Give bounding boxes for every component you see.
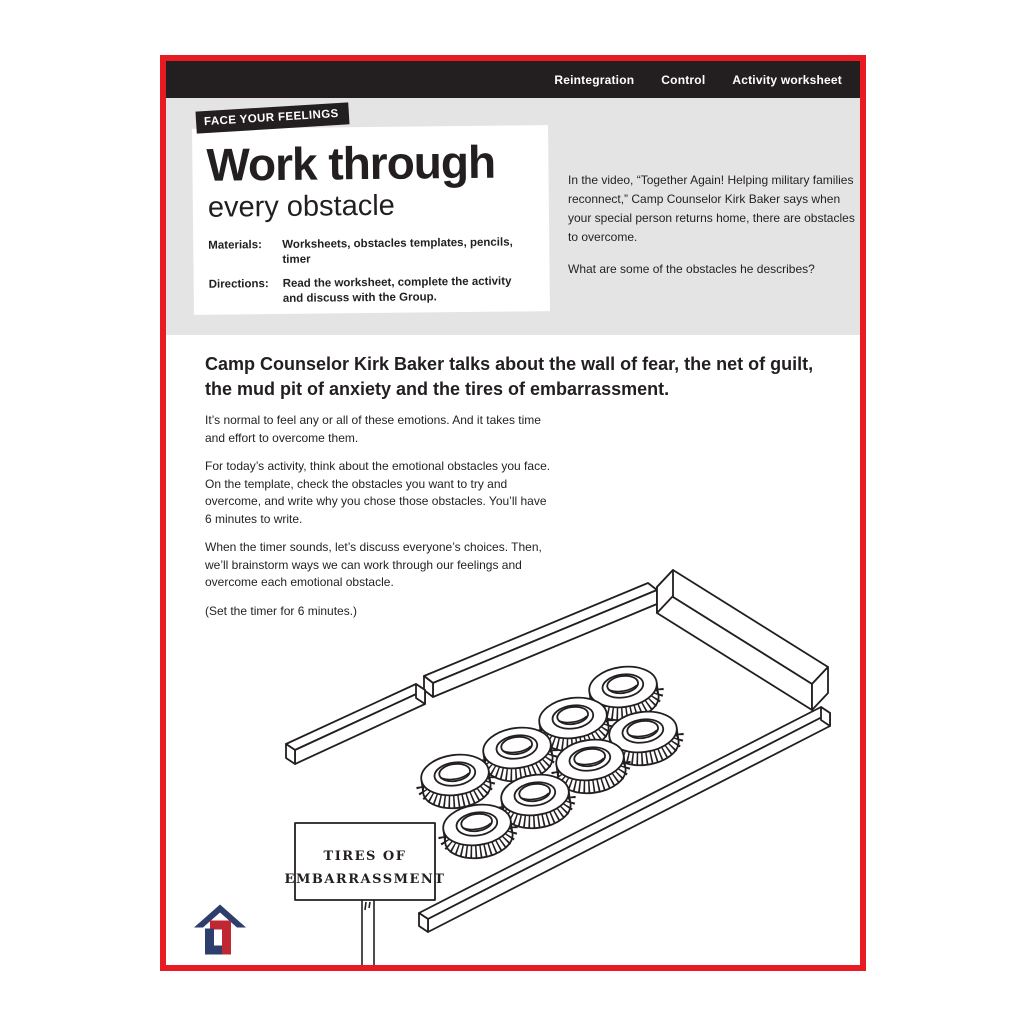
directions-label: Directions: — [208, 278, 269, 291]
directions-value: Read the worksheet, complete the activity and discuss with the Group. — [282, 275, 512, 305]
nav-item-reintegration: Reintegration — [554, 72, 635, 87]
frame-beam-right — [657, 570, 828, 710]
materials-value: Worksheets, obstacles templates, pencils, timer — [282, 236, 513, 266]
body-paragraph: (Set the timer for 6 minutes.) — [205, 603, 358, 618]
page-subtitle: every obstacle — [207, 189, 396, 224]
page-title: Work through — [206, 135, 496, 191]
title-card — [192, 125, 550, 315]
materials-directions — [208, 235, 539, 316]
sign-text-line1: TIRES OF — [323, 849, 407, 864]
materials-label: Materials: — [208, 239, 263, 252]
tire — [419, 750, 494, 812]
top-nav-bar — [166, 61, 860, 98]
worksheet-page — [160, 55, 866, 971]
video-intro-column — [568, 171, 866, 279]
nav-item-activity-worksheet: Activity worksheet — [732, 72, 842, 87]
body-paragraph: It’s normal to feel any or all of these emotions. And it takes time and effort to overcome them. — [205, 413, 541, 445]
activity-heading: Camp Counselor Kirk Baker talks about the wall of fear, the net of guilt, the mud pit of anxiety and the tires of embarrassment. — [205, 354, 814, 399]
organization-logo — [192, 901, 248, 962]
logo-navy-mark — [205, 929, 222, 955]
directions-row — [209, 274, 539, 307]
nav-item-control: Control — [661, 72, 706, 87]
body-paragraph: For today’s activity, think about the emotional obstacles you face. On the template, check the obstacles you want to try and overcome, and write why you chose those obstacles. You’ll have 6 minutes to write. — [205, 459, 551, 526]
intro-question: What are some of the obstacles he describes? — [568, 262, 815, 276]
obstacle-sign — [285, 823, 446, 965]
sign-text-line2: EMBARRASSMENT — [284, 872, 446, 887]
tire-pit-illustration — [270, 565, 866, 965]
body-paragraph: When the timer sounds, let’s discuss everyone’s choices. Then, we’ll brainstorm ways we can work through our feelings and overcome each emotional obstacle. — [205, 540, 542, 589]
tire — [441, 800, 516, 862]
materials-row — [208, 235, 538, 268]
face-your-feelings-badge: FACE YOUR FEELINGS — [195, 102, 349, 133]
intro-paragraph: In the video, “Together Again! Helping military families reconnect,” Camp Counselor Kirk Baker says when your special person returns home, there are obstacles to overcome. — [568, 173, 855, 244]
